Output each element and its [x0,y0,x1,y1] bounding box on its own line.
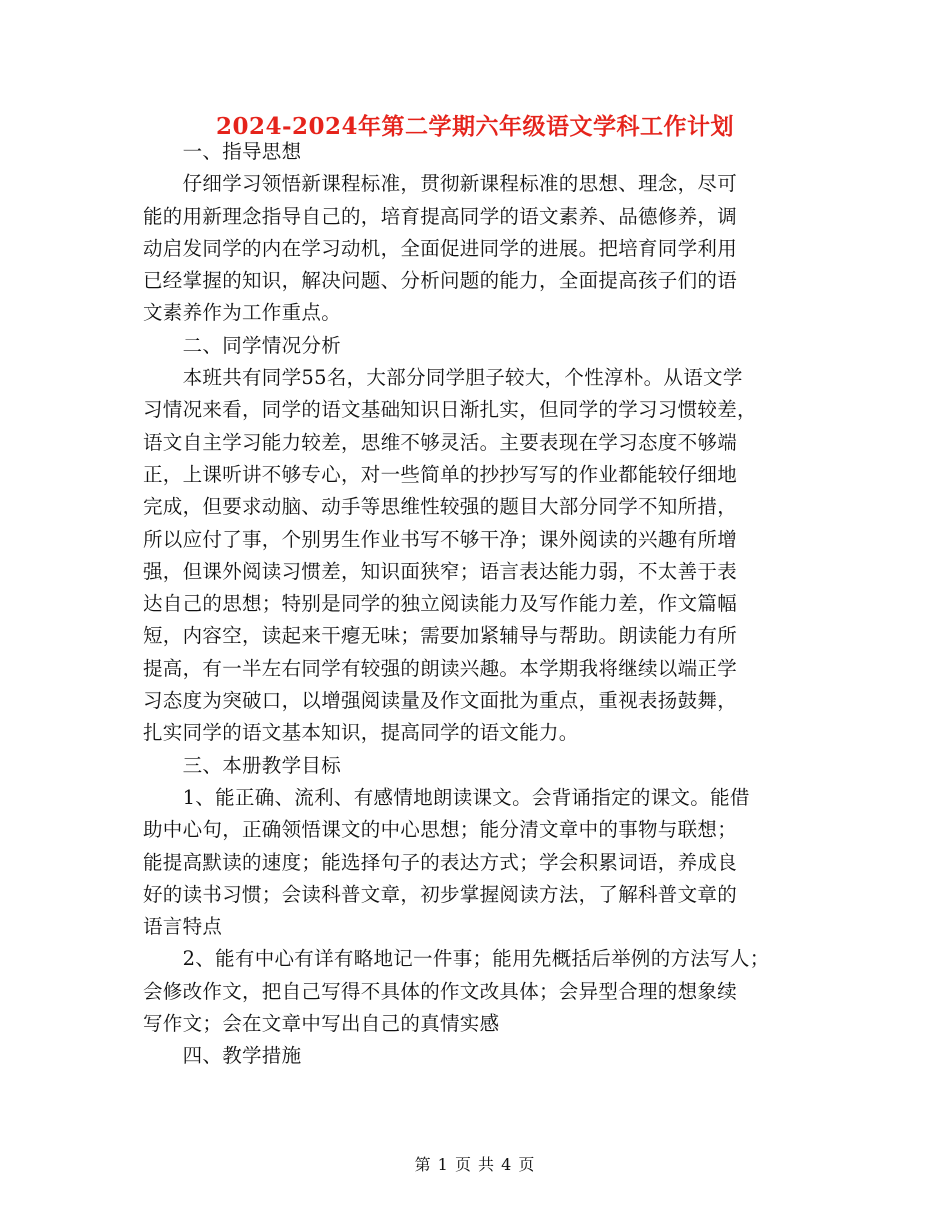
body-line: 1、能正确、流利、有感情地朗读课文。会背诵指定的课文。能借 [143,785,750,809]
body-line: 助中心句，正确领悟课文的中心思想；能分清文章中的事物与联想； [143,818,738,842]
body-line: 动启发同学的内在学习动机，全面促进同学的进展。把培育同学利用 [143,236,738,260]
body-line: 一、指导思想 [143,140,302,163]
body-line: 二、同学情况分析 [143,333,342,357]
body-line: 已经掌握的知识，解决问题、分析问题的能力，全面提高孩子们的语 [143,269,738,293]
document-body [143,136,815,1073]
body-line: 短，内容空，读起来干瘪无味；需要加紧辅导与帮助。朗读能力有所 [143,624,738,648]
body-line: 正，上课听讲不够专心，对一些简单的抄抄写写的作业都能较仔细地 [143,462,738,486]
body-line: 提高，有一半左右同学有较强的朗读兴趣。本学期我将继续以端正学 [143,656,738,680]
body-line: 习态度为突破口，以增强阅读量及作文面批为重点，重视表扬鼓舞， [143,689,738,713]
body-line: 扎实同学的语文基本知识，提高同学的语文能力。 [143,721,579,745]
body-line: 强，但课外阅读习惯差，知识面狭窄；语言表达能力弱，不太善于表 [143,559,738,583]
page-footer: 第 1 页 共 4 页 [414,1155,536,1174]
body-line: 语文自主学习能力较差，思维不够灵活。主要表现在学习态度不够端 [143,430,738,454]
body-line: 语言特点 [143,915,223,939]
body-line: 所以应付了事，个别男生作业书写不够干净；课外阅读的兴趣有所增 [143,527,738,551]
body-line: 习情况来看，同学的语文基础知识日渐扎实，但同学的学习习惯较差， [143,398,757,422]
body-line: 仔细学习领悟新课程标准，贯彻新课程标准的思想、理念，尽可 [143,172,738,196]
body-line: 达自己的思想；特别是同学的独立阅读能力及写作能力差，作文篇幅 [143,592,738,616]
body-line: 完成，但要求动脑、动手等思维性较强的题目大部分同学不知所措， [143,495,738,519]
body-line: 四、教学措施 [143,1044,302,1068]
document-title: 2024-2024年第二学期六年级语文学科工作计划 [215,113,735,140]
body-line: 写作文；会在文章中写出自己的真情实感 [143,1012,500,1036]
body-line: 文素养作为工作重点。 [143,301,342,325]
body-line: 2、能有中心有详有略地记一件事；能用先概括后举例的方法写人； [143,947,770,971]
body-line: 能提高默读的速度；能选择句子的表达方式；学会积累词语，养成良 [143,850,738,874]
body-line: 三、本册教学目标 [143,753,342,777]
body-line: 会修改作文，把自己写得不具体的作文改具体；会异型合理的想象续 [143,979,738,1003]
body-line: 好的读书习惯；会读科普文章，初步掌握阅读方法，了解科普文章的 [143,882,738,906]
body-line: 本班共有同学55名，大部分同学胆子较大，个性淳朴。从语文学 [143,366,743,390]
body-line: 能的用新理念指导自己的，培育提高同学的语文素养、品德修养，调 [143,204,738,228]
